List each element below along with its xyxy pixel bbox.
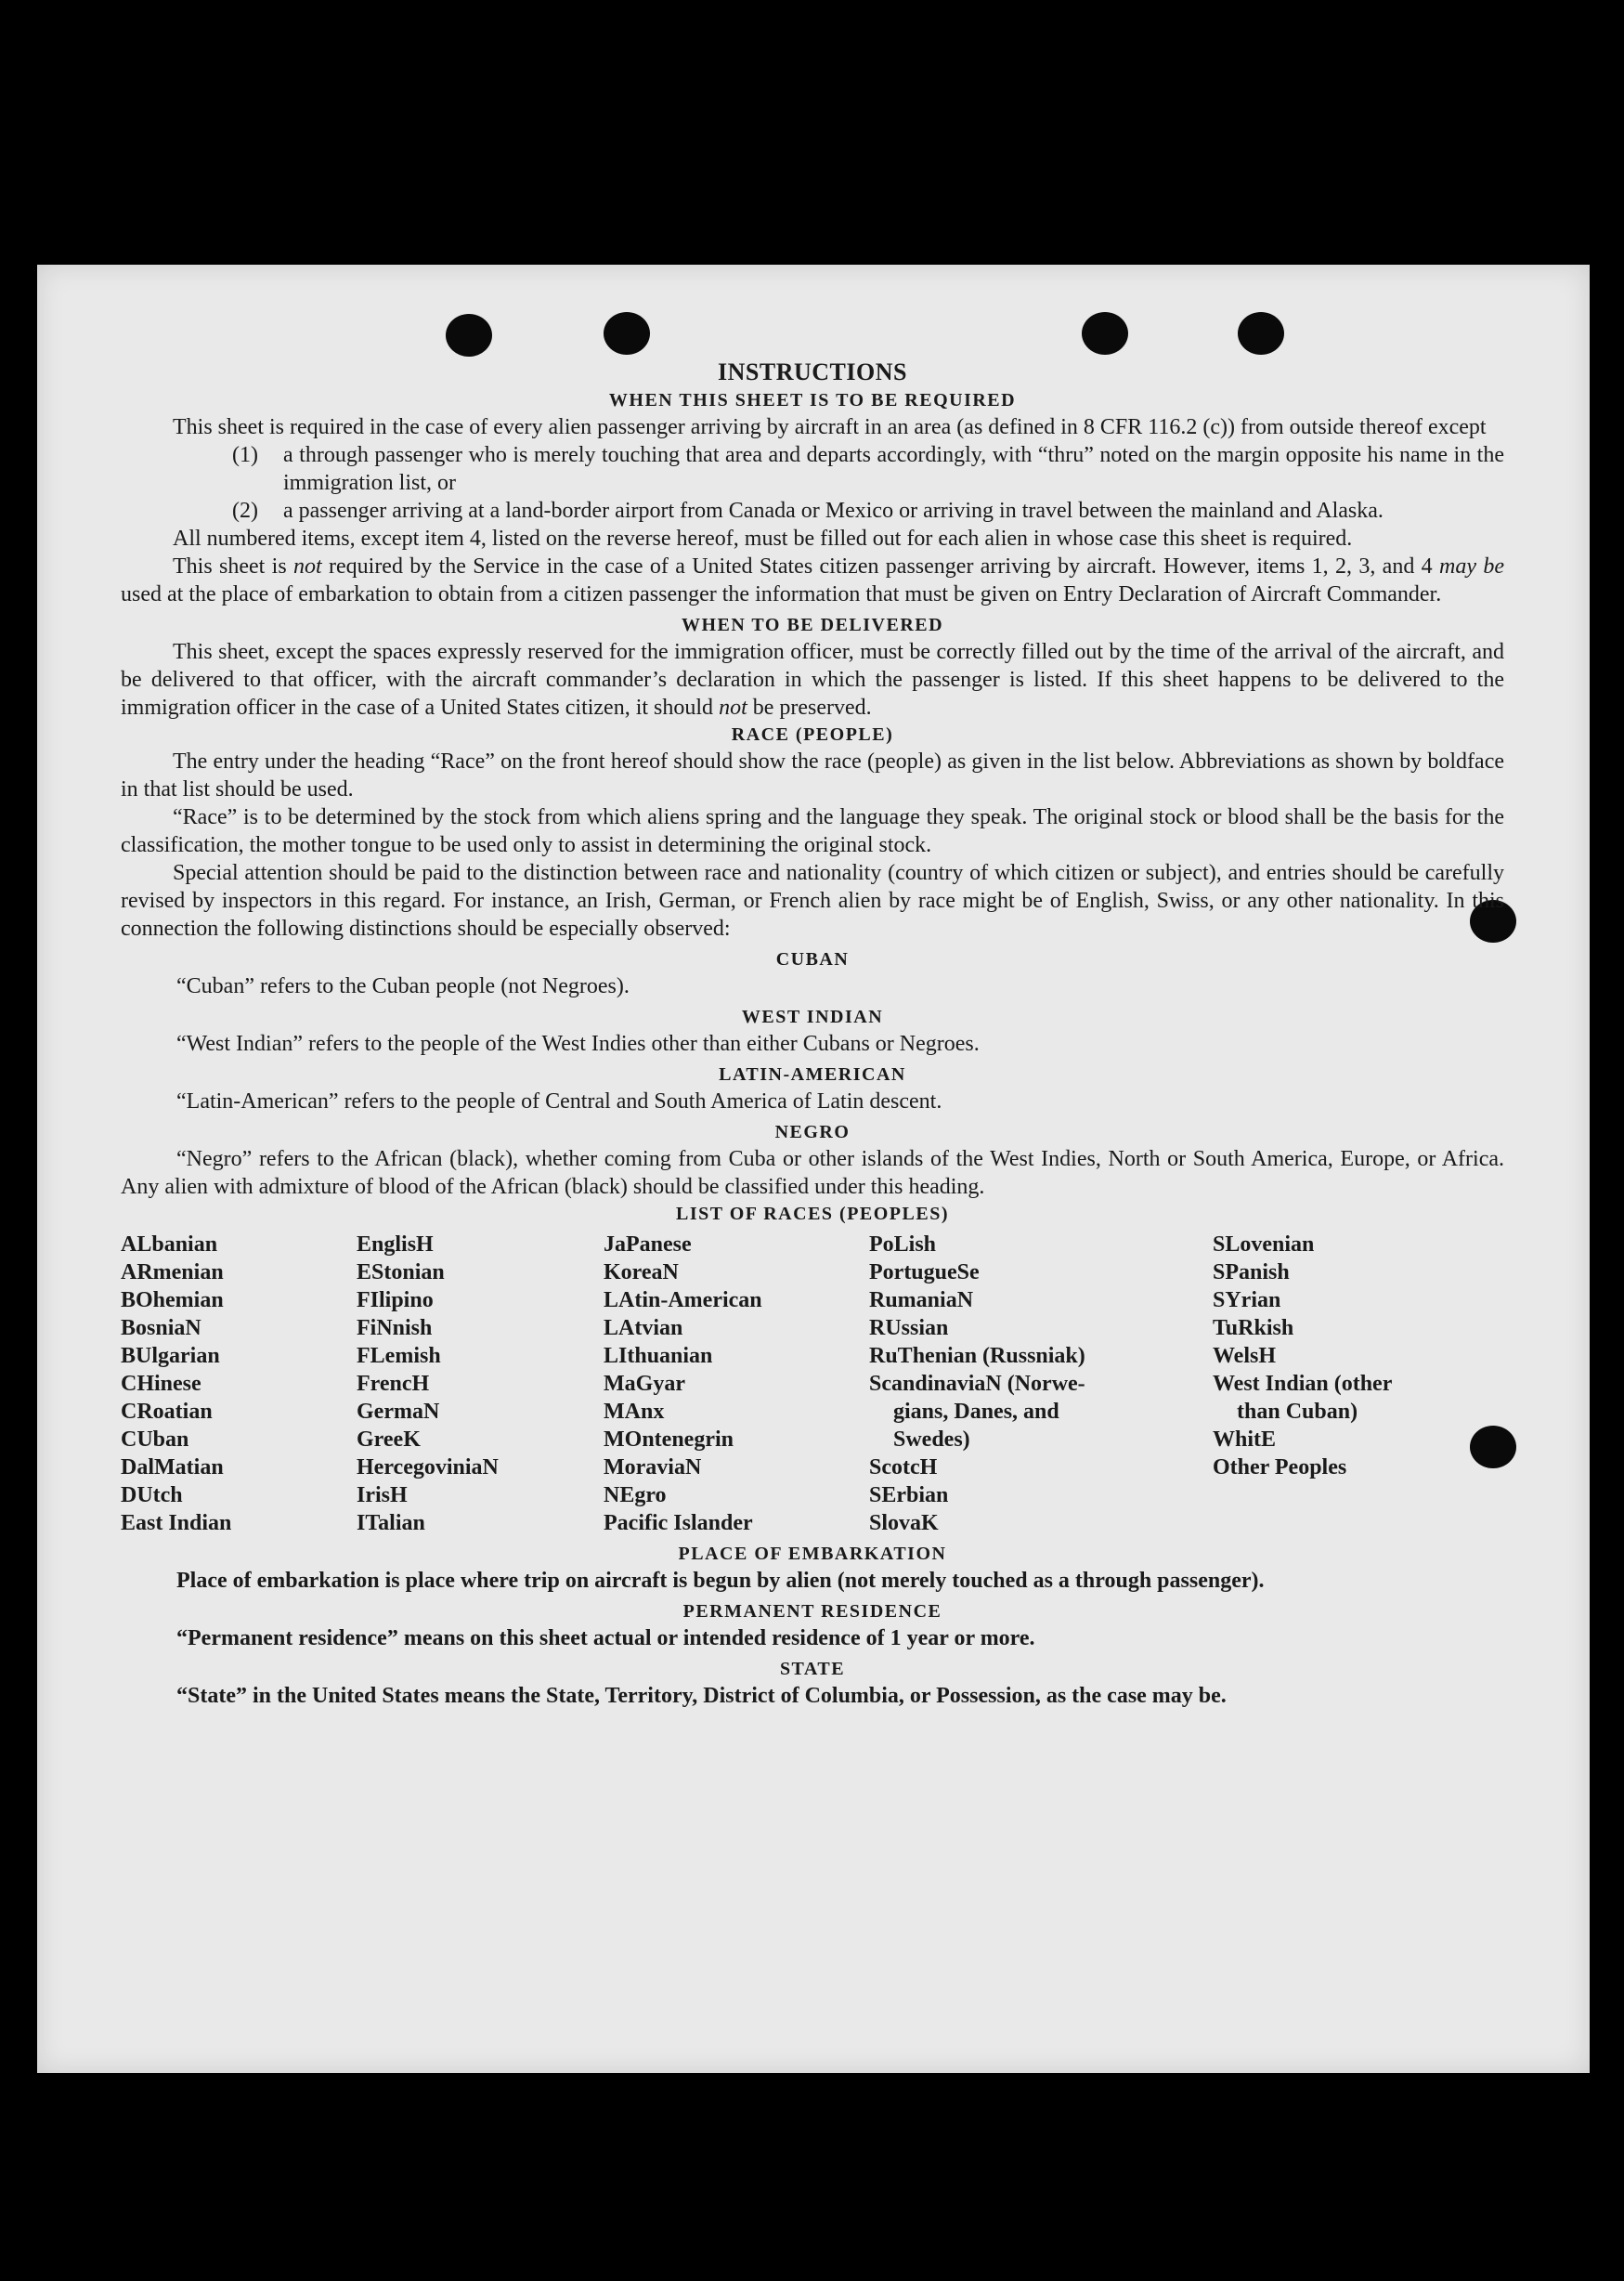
- item-text: a through passenger who is merely touching that area and departs accordingly, with “thru” noted on the margin opposite his name in the immigration list, or: [283, 443, 1504, 495]
- race-entry: gians, Danes, and: [893, 1400, 1059, 1424]
- race-entry: BUlgarian: [121, 1344, 220, 1368]
- race-entry: LIthuanian: [604, 1344, 713, 1368]
- list-item: [121, 497, 1504, 525]
- paragraph: “State” in the United States means the State, Territory, District of Columbia, or Possession, as the case may be.: [176, 1684, 1227, 1708]
- race-entry: PoLish: [869, 1232, 937, 1257]
- race-entry: SYrian: [1213, 1288, 1281, 1312]
- race-entry: BosniaN: [121, 1316, 201, 1340]
- instructions-body: [121, 358, 1504, 1710]
- heading-race: RACE (PEOPLE): [731, 724, 894, 745]
- races-column: [357, 1231, 604, 1537]
- race-entry: Other Peoples: [1213, 1455, 1347, 1479]
- punch-hole: [1238, 312, 1284, 355]
- heading-negro: NEGRO: [774, 1122, 851, 1142]
- race-entry: SPanish: [1213, 1260, 1290, 1284]
- races-column: [604, 1231, 869, 1537]
- item-text: a passenger arriving at a land-border airport from Canada or Mexico or arriving in travel between the mainland and Alaska.: [283, 499, 1384, 523]
- race-entry: Pacific Islander: [604, 1511, 753, 1535]
- race-entry: TuRkish: [1213, 1316, 1294, 1340]
- race-entry: PortugueSe: [869, 1260, 980, 1284]
- race-entry: RuThenian (Russniak): [869, 1344, 1085, 1368]
- race-entry: JaPanese: [604, 1232, 692, 1257]
- heading-latin-american: LATIN-AMERICAN: [719, 1064, 906, 1085]
- list-item: [121, 441, 1504, 497]
- race-entry: LAtvian: [604, 1316, 683, 1340]
- race-entry: MoraviaN: [604, 1455, 702, 1479]
- race-entry: SLovenian: [1213, 1232, 1315, 1257]
- paragraph: Special attention should be paid to the distinction between race and nationality (country of which citizen or subject), and entries should be carefully revised by inspectors in this regard. For instance, an Irish, German, or French alien by race might be of English, Swiss, or any other nationality. In this connection the following distinctions should be especially observed:: [121, 861, 1504, 941]
- paragraph: “Negro” refers to the African (black), whether coming from Cuba or other islands of the West Indies, North or South America, Europe, or Africa. Any alien with admixture of blood of the African (black) should be classified under this heading.: [121, 1147, 1504, 1199]
- race-entry: IrisH: [357, 1483, 408, 1507]
- paragraph: “Race” is to be determined by the stock from which aliens spring and the language they speak. The original stock or blood shall be the basis for the classification, the mother tongue to be used only to assist in determining the original stock.: [121, 805, 1504, 857]
- heading-cuban: CUBAN: [775, 949, 850, 970]
- heading-west-indian: WEST INDIAN: [741, 1007, 884, 1027]
- races-column: [121, 1231, 357, 1537]
- race-entry: FLemish: [357, 1344, 441, 1368]
- race-entry: FrencH: [357, 1372, 430, 1396]
- race-entry: CRoatian: [121, 1400, 213, 1424]
- race-entry: ScandinaviaN (Norwe-: [869, 1372, 1085, 1396]
- paragraph: “West Indian” refers to the people of the West Indies other than either Cubans or Negroes.: [176, 1032, 980, 1056]
- race-entry: RumaniaN: [869, 1288, 974, 1312]
- heading-when-required: WHEN THIS SHEET IS TO BE REQUIRED: [608, 390, 1017, 411]
- paragraph: This sheet is not required by the Service in the case of a United States citizen passenger arriving by aircraft. However, items 1, 2, 3, and 4 may be used at the place of embarkation to obtain from a citizen passenger the information that must be given on Entry Declaration of Aircraft Commander.: [121, 554, 1504, 606]
- race-entry: SErbian: [869, 1483, 949, 1507]
- race-entry: RUssian: [869, 1316, 949, 1340]
- race-entry: FIlipino: [357, 1288, 434, 1312]
- race-entry: East Indian: [121, 1511, 232, 1535]
- race-entry: than Cuban): [1237, 1400, 1358, 1424]
- race-entry: SlovaK: [869, 1511, 939, 1535]
- heading-place-of-embarkation: PLACE OF EMBARKATION: [678, 1544, 947, 1564]
- paragraph: The entry under the heading “Race” on the front hereof should show the race (people) as given in the list below. Abbreviations as shown by boldface in that list should be used.: [121, 749, 1504, 802]
- race-entry: FiNnish: [357, 1316, 433, 1340]
- race-entry: CUban: [121, 1427, 189, 1452]
- race-entry: EnglisH: [357, 1232, 434, 1257]
- race-entry: DalMatian: [121, 1455, 224, 1479]
- item-number: (1): [232, 443, 258, 467]
- paragraph: “Permanent residence” means on this sheet actual or intended residence of 1 year or more.: [176, 1626, 1035, 1650]
- race-entry: MaGyar: [604, 1372, 685, 1396]
- punch-hole: [1082, 312, 1128, 355]
- paragraph: “Latin-American” refers to the people of Central and South America of Latin descent.: [176, 1089, 942, 1114]
- paragraph: “Cuban” refers to the Cuban people (not Negroes).: [176, 974, 630, 998]
- race-entry: CHinese: [121, 1372, 201, 1396]
- paragraph: Place of embarkation is place where trip on aircraft is begun by alien (not merely touched as a through passenger).: [176, 1569, 1265, 1593]
- race-entry: EStonian: [357, 1260, 445, 1284]
- punch-hole: [604, 312, 650, 355]
- item-number: (2): [232, 499, 258, 523]
- heading-permanent-residence: PERMANENT RESIDENCE: [682, 1601, 942, 1622]
- races-column: [869, 1231, 1213, 1537]
- race-entry: MAnx: [604, 1400, 665, 1424]
- punch-hole: [446, 314, 492, 357]
- race-entry: ALbanian: [121, 1232, 218, 1257]
- race-entry: NEgro: [604, 1483, 667, 1507]
- race-entry: ARmenian: [121, 1260, 224, 1284]
- paragraph: This sheet is required in the case of every alien passenger arriving by aircraft in an area (as defined in 8 CFR 116.2 (c)) from outside thereof except: [173, 415, 1487, 439]
- races-list: [121, 1231, 1504, 1537]
- paragraph: All numbered items, except item 4, listed on the reverse hereof, must be filled out for each alien in whose case this sheet is required.: [173, 527, 1353, 551]
- heading-state: STATE: [779, 1659, 846, 1679]
- race-entry: MOntenegrin: [604, 1427, 734, 1452]
- heading-list-of-races: LIST OF RACES (PEOPLES): [675, 1204, 949, 1224]
- race-entry: WelsH: [1213, 1344, 1277, 1368]
- race-entry: ScotcH: [869, 1455, 938, 1479]
- page-title: INSTRUCTIONS: [718, 358, 907, 385]
- race-entry: HercegoviniaN: [357, 1455, 499, 1479]
- race-entry: WhitE: [1213, 1427, 1277, 1452]
- race-entry: KoreaN: [604, 1260, 679, 1284]
- race-entry: West Indian (other: [1213, 1372, 1393, 1396]
- race-entry: Swedes): [893, 1427, 970, 1452]
- heading-when-delivered: WHEN TO BE DELIVERED: [681, 615, 944, 635]
- race-entry: GermaN: [357, 1400, 440, 1424]
- race-entry: BOhemian: [121, 1288, 224, 1312]
- paragraph: This sheet, except the spaces expressly reserved for the immigration officer, must be correctly filled out by the time of the arrival of the aircraft, and be delivered to that officer, with the aircraft commander’s declaration in which the passenger is listed. If this sheet happens to be delivered to the immigration officer in the case of a United States citizen, it should not be preserved.: [121, 640, 1504, 720]
- document-page: [37, 265, 1590, 2073]
- race-entry: ITalian: [357, 1511, 425, 1535]
- race-entry: DUtch: [121, 1483, 183, 1507]
- race-entry: LAtin-American: [604, 1288, 762, 1312]
- races-column: [1213, 1231, 1491, 1537]
- race-entry: GreeK: [357, 1427, 421, 1452]
